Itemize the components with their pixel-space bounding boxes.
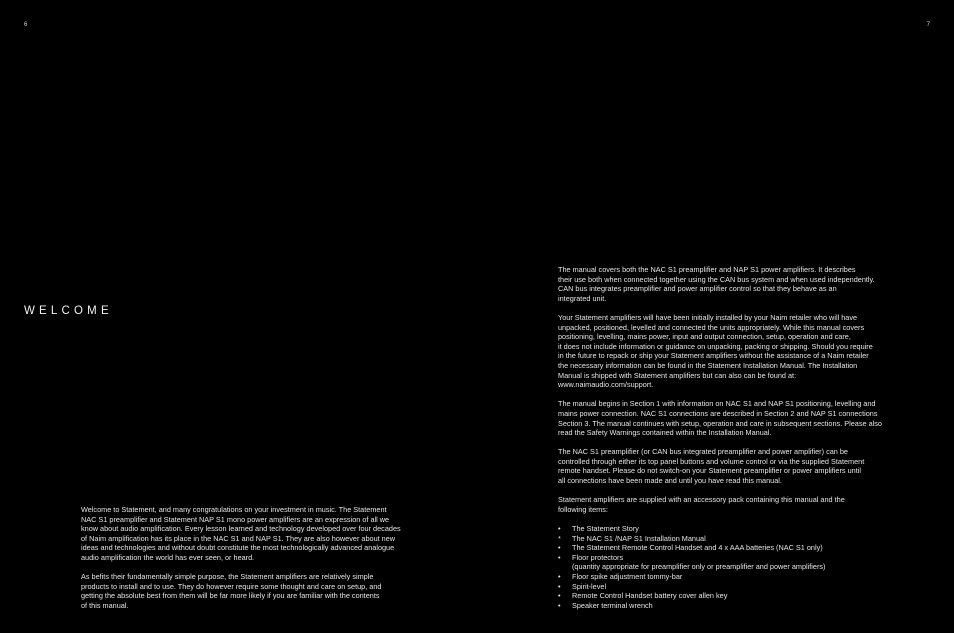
list-item-text: Floor spike adjustment tommy-bar	[572, 572, 683, 581]
list-item-text: The NAC S1 /NAP S1 Installation Manual	[572, 533, 706, 543]
list-item	[558, 543, 943, 553]
accessory-list	[558, 524, 943, 610]
body-paragraph: Your Statement amplifiers will have been initially installed by your Naim retailer who will have unpacked, positioned, levelled and connected the units appropriately. While this manual covers positioning, levelling, mains power, input and output connection, setup, operation and care, it does not include information or guidance on unpacking, packing or shipping. Should you require in the future to repack or ship your Statement amplifiers without the assistance of a Naim retailer the necessary information can be found in the Statement Installation Manual. The Installation Manual is shipped with Statement amplifiers but can also can be found at: www.naimaudio.com/support.	[558, 312, 873, 390]
manual-overview-column	[558, 265, 943, 610]
list-item-text: Remote Control Handset battery cover allen key	[572, 591, 728, 601]
body-paragraph: The manual begins in Section 1 with information on NAC S1 and NAP S1 positioning, levelling and mains power connection. NAC S1 connections are described in Section 2 and NAP S1 connections Section 3. The manual continues with setup, operation and care in subsequent sections. Please also read the Safety Warnings contained within the Installation Manual.	[558, 399, 882, 438]
body-paragraph: The NAC S1 preamplifier (or CAN bus integrated preamplifier and power amplifier) can be controlled through either its top panel buttons and volume control or via the supplied Statement remote handset. Please do not switch-on your Statement preamplifier or power amplifiers until all connections have been made and until you have read this manual.	[558, 447, 865, 486]
bullet-icon: •	[558, 600, 561, 610]
body-paragraph: Statement amplifiers are supplied with an accessory pack containing this manual and the following items:	[558, 495, 845, 514]
list-item	[558, 572, 943, 582]
bullet-icon: •	[558, 552, 561, 562]
list-item	[558, 582, 943, 592]
intro-paragraph: Welcome to Statement, and many congratulations on your investment in music. The Statement NAC S1 preamplifier and Statement NAP S1 mono power amplifiers are an expression of all we know about audio amplification. Every lesson learned and technology developed over four decades of Naim amplification has its place in the NAC S1 and NAP S1. They are also however about new ideas and technologies and without doubt constitute the most technologically advanced analogue audio amplification the world has ever seen, or heard.	[81, 505, 401, 562]
bullet-icon: •	[558, 524, 561, 534]
bullet-icon: •	[558, 543, 561, 553]
list-item	[558, 591, 943, 601]
list-item-text: Speaker terminal wrench	[572, 600, 653, 610]
list-item	[558, 534, 943, 544]
bullet-icon: •	[558, 591, 561, 601]
list-item-text: The Statement Remote Control Handset and 4 x AAA batteries (NAC S1 only)	[572, 543, 823, 553]
intro-column	[81, 505, 461, 611]
list-item	[558, 601, 943, 611]
intro-paragraph: As befits their fundamentally simple purpose, the Statement amplifiers are relatively simple products to install and to use. They do however require some thought and care on setup, and getting the absolute best from them will be far more likely if you are familiar with the contents of this manual.	[81, 572, 382, 610]
bullet-icon: •	[558, 572, 561, 581]
list-item-text: Floor protectors (quantity appropriate for preamplifier only or preamplifier and power amplifiers)	[572, 552, 826, 572]
list-item-text: The Statement Story	[572, 524, 639, 534]
page-number-right: 7	[926, 22, 930, 28]
body-paragraph: The manual covers both the NAC S1 preamplifier and NAP S1 power amplifiers. It describes their use both when connected together using the CAN bus system and when used independently. CAN bus integrates preamplifier and power amplifier control so that they behave as an integrated unit.	[558, 265, 875, 303]
page-number-left: 6	[24, 22, 28, 28]
list-item	[558, 553, 943, 572]
page-title: WELCOME	[24, 305, 113, 317]
bullet-icon: *	[558, 533, 561, 543]
list-item	[558, 524, 943, 534]
list-item-text: Spirit-level	[572, 581, 607, 591]
bullet-icon: •	[558, 581, 561, 591]
